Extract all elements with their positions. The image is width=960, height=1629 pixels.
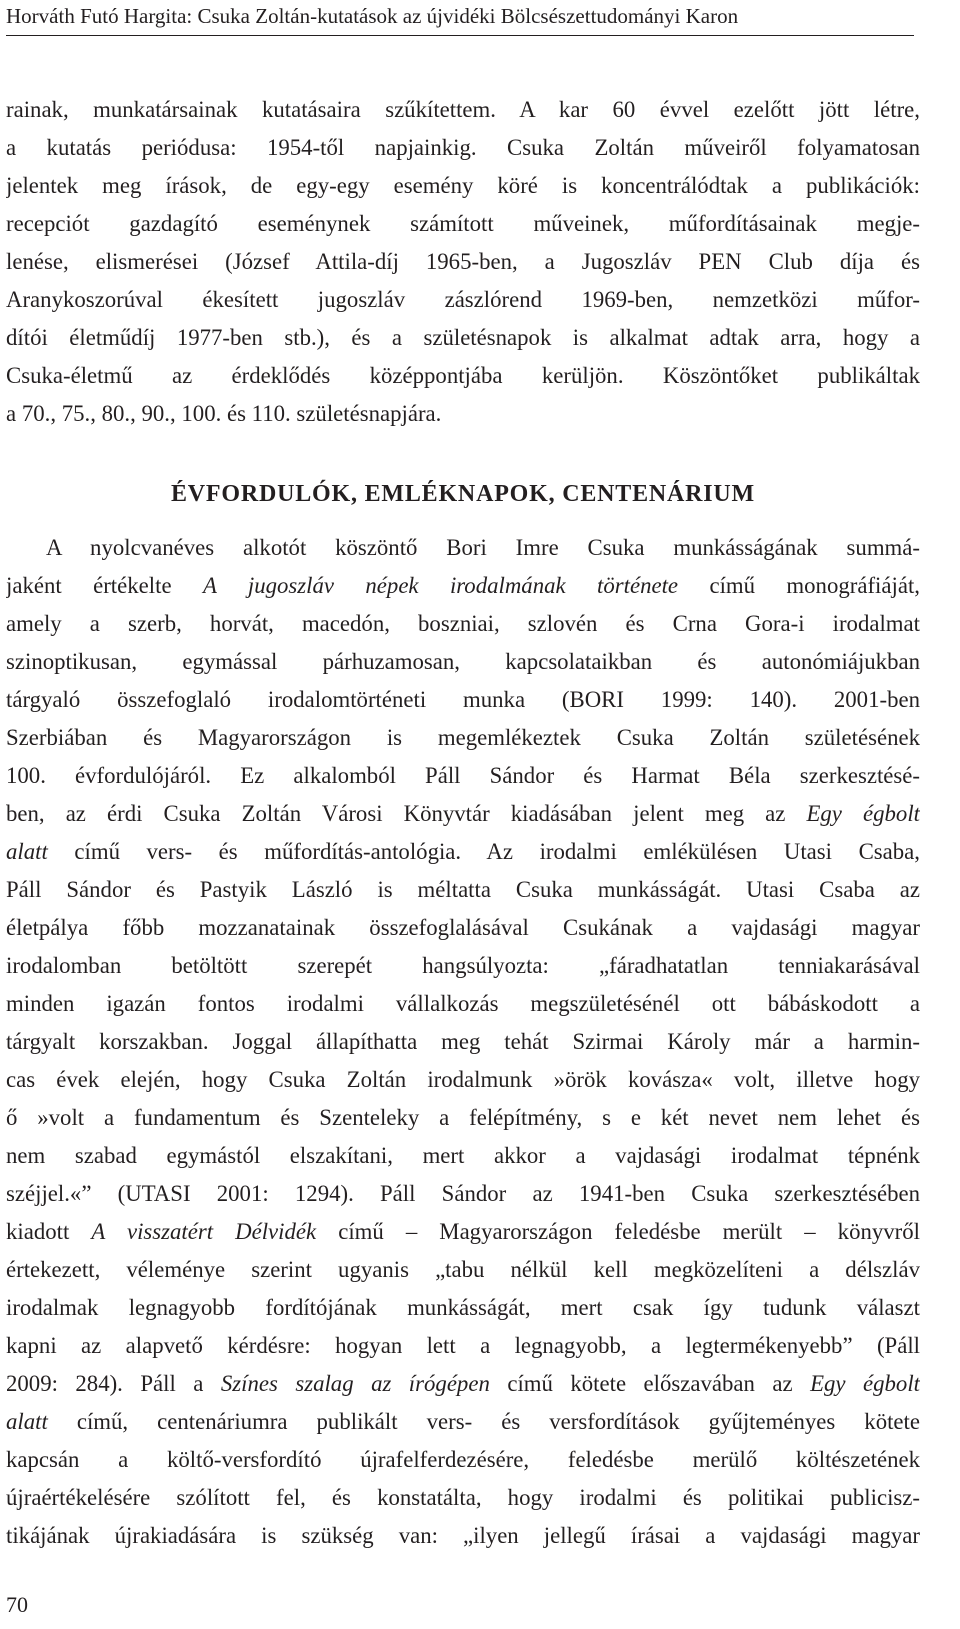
text-line: nem szabad egymástól elszakítani, mert akkor a vajdasági irodalmat tépnénk: [6, 1143, 920, 1168]
book-title: Színes szalag az írógépen: [220, 1371, 490, 1396]
text-line: tárgyaló összefoglaló irodalomtörténeti munka (BORI 1999: 140). 2001-ben: [6, 687, 920, 712]
text-line: ő »volt a fundamentum és Szenteleky a felépítmény, s e két nevet nem lehet és: [6, 1105, 920, 1130]
text-run: című – Magyarországon feledésbe merült – könyvről: [316, 1219, 920, 1244]
text-line: a 70., 75., 80., 90., 100. és 110. születésnapjára.: [6, 401, 442, 426]
text-line: tárgyalt korszakban. Joggal állapíthatta meg tehát Szirmai Károly már a harmin-: [6, 1029, 920, 1054]
text-line: rainak, munkatársainak kutatásaira szűkítettem. A kar 60 évvel ezelőtt jött létre,: [6, 97, 920, 122]
header-rule: [6, 35, 914, 36]
text-run: című monográfiáját,: [678, 573, 920, 598]
text-line: minden igazán fontos irodalmi vállalkozás megszületésénél ott bábáskodott a: [6, 991, 920, 1016]
text-line: irodalomban betöltött szerepét hangsúlyozta: „fáradhatatlan tenniakarásával: [6, 953, 920, 978]
text-line: lenése, elismerései (József Attila-díj 1965-ben, a Jugoszláv PEN Club díja és: [6, 249, 920, 274]
text-line: tikájának újrakiadására is szükség van: „ilyen jellegű írásai a vajdasági magyar: [6, 1523, 920, 1548]
text-line: dítói életműdíj 1977-ben stb.), és a születésnapok is alkalmat adtak arra, hogy a: [6, 325, 920, 350]
text-line: kapni az alapvető kérdésre: hogyan lett a legnagyobb, a legtermékenyebb” (Páll: [6, 1333, 920, 1358]
text-line: A nyolcvanéves alkotót köszöntő Bori Imre Csuka munkásságának summá-: [46, 535, 920, 560]
text-line: életpálya főbb mozzanatainak összefoglalásával Csukának a vajdasági magyar: [6, 915, 920, 940]
text-line: értekezett, véleménye szerint ugyanis „tabu nélkül kell megközelíteni a délszláv: [6, 1257, 920, 1282]
book-title: Egy égbolt: [806, 801, 920, 826]
text-line: amely a szerb, horvát, macedón, boszniai, szlovén és Crna Gora-i irodalmat: [6, 611, 920, 636]
paragraph-2: [6, 529, 920, 1555]
text-line: [6, 833, 920, 871]
text-line: [6, 795, 920, 833]
text-line: Szerbiában és Magyarországon is megemlékeztek Csuka Zoltán születésének: [6, 725, 920, 750]
text-line: cas évek elején, hogy Csuka Zoltán irodalmunk »örök kovásza« volt, illetve hogy: [6, 1067, 920, 1092]
text-line: jelentek meg írások, de egy-egy esemény köré is koncentrálódtak a publikációk:: [6, 173, 920, 198]
running-header: Horváth Futó Hargita: Csuka Zoltán-kutatások az újvidéki Bölcsészettudományi Karon: [6, 4, 739, 28]
text-run: kiadott: [6, 1219, 92, 1244]
text-line: a kutatás periódusa: 1954-től napjainkig. Csuka Zoltán műveiről folyamatosan: [6, 135, 920, 160]
text-line: újraértékelésére szólított fel, és konstatálta, hogy irodalmi és politikai publicisz-: [6, 1485, 920, 1510]
book-title: A visszatért Délvidék: [91, 1219, 317, 1244]
text-run: jaként értékelte: [6, 573, 203, 598]
text-line: széjjel.«” (UTASI 2001: 1294). Páll Sándor az 1941-ben Csuka szerkesztésében: [6, 1181, 920, 1206]
paragraph-1: [6, 91, 920, 433]
text-run: című kötete előszavában az: [489, 1371, 811, 1396]
book-title: alatt: [6, 839, 48, 864]
text-line: 100. évfordulójáról. Ez alkalomból Páll Sándor és Harmat Béla szerkesztésé-: [6, 763, 920, 788]
text-line: irodalmak legnagyobb fordítójának munkásságát, mert csak így tudunk választ: [6, 1295, 920, 1320]
text-line: [6, 1213, 920, 1251]
section-heading: ÉVFORDULÓK, EMLÉKNAPOK, CENTENÁRIUM: [170, 481, 756, 507]
text-line: Páll Sándor és Pastyik László is méltatta Csuka munkásságát. Utasi Csaba az: [6, 877, 920, 902]
text-line: Aranykoszorúval ékesített jugoszláv zászlórend 1969-ben, nemzetközi műfor-: [6, 287, 920, 312]
book-title: A jugoszláv népek irodalmának története: [202, 573, 679, 598]
text-line: Csuka-életmű az érdeklődés középpontjába kerüljön. Köszöntőket publikáltak: [6, 363, 920, 388]
text-line: szinoptikusan, egymással párhuzamosan, kapcsolataikban és autonómiájukban: [6, 649, 920, 674]
text-run: ben, az érdi Csuka Zoltán Városi Könyvtár kiadásában jelent meg az: [6, 801, 807, 826]
text-run: című, centenáriumra publikált vers- és versfordítások gyűjteményes kötete: [47, 1409, 920, 1434]
book-title: Egy égbolt: [810, 1371, 920, 1396]
text-line: [6, 567, 920, 605]
text-line: [6, 1365, 920, 1403]
text-line: recepciót gazdagító eseménynek számított műveinek, műfordításainak megje-: [6, 211, 920, 236]
page-number: 70: [6, 1592, 28, 1617]
text-run: című vers- és műfordítás-antológia. Az irodalmi emlékülésen Utasi Csaba,: [47, 839, 920, 864]
text-line: [6, 1403, 920, 1441]
text-run: 2009: 284). Páll a: [6, 1371, 221, 1396]
text-line: kapcsán a költő-versfordító újrafelferdezésére, feledésbe merülő költészetének: [6, 1447, 920, 1472]
book-title: alatt: [6, 1409, 48, 1434]
